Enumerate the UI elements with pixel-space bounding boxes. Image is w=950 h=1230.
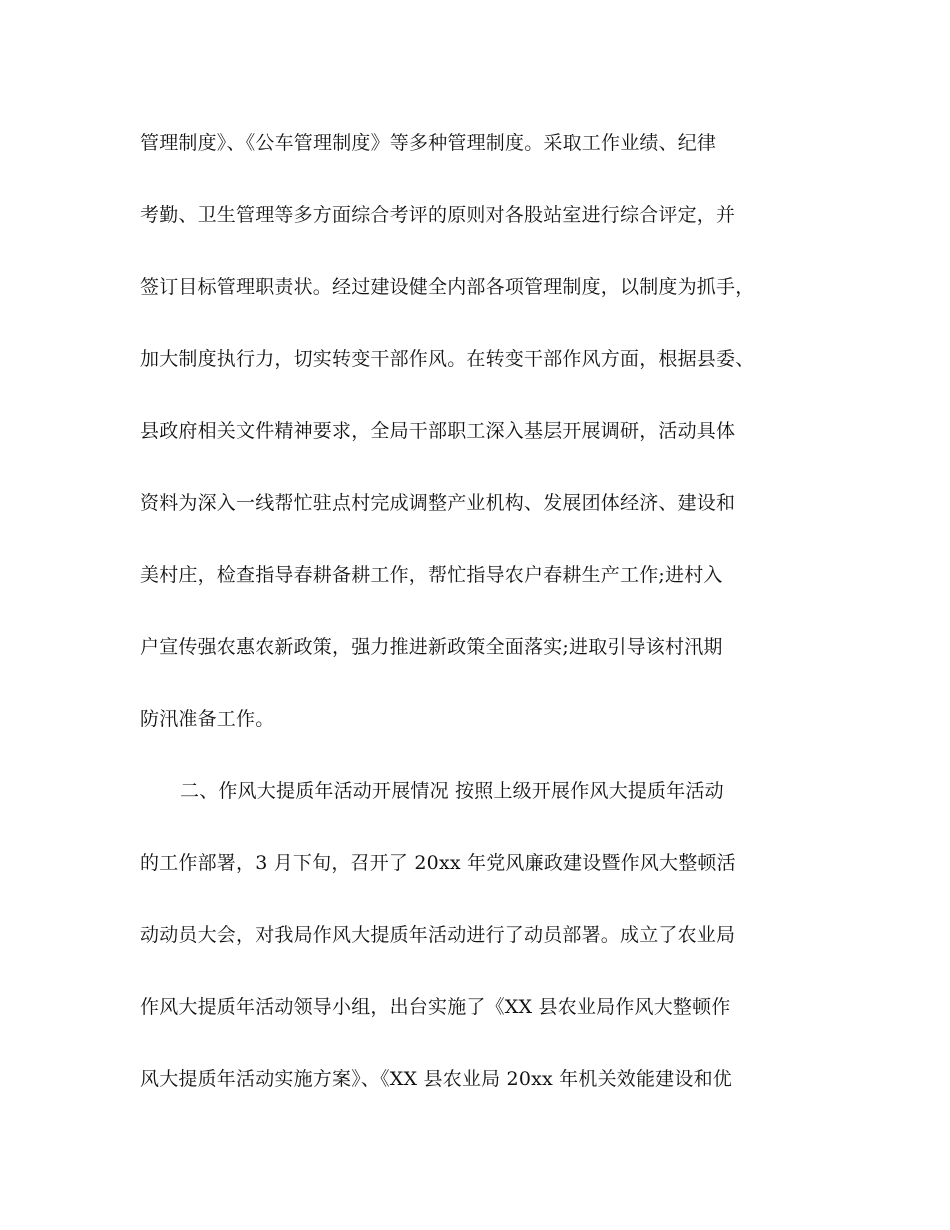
paragraph-line-12: 动动员大会，对我局作风大提质年活动进行了动员部署。成立了农业局 [140, 924, 736, 946]
paragraph-line-4: 加大制度执行力，切实转变干部作风。在转变干部作风方面，根据县委、 [140, 348, 755, 370]
paragraph-line-8: 户宣传强农惠农新政策，强力推进新政策全面落实;进取引导该村汛期 [140, 636, 723, 658]
paragraph-line-13: 作风大提质年活动领导小组，出台实施了《XX 县农业局作风大整顿作 [140, 996, 731, 1018]
paragraph-line-5: 县政府相关文件精神要求，全局干部职工深入基层开展调研，活动具体 [140, 420, 736, 442]
paragraph-line-3: 签订目标管理职责状。经过建设健全内部各项管理制度，以制度为抓手， [140, 276, 755, 298]
paragraph-line-14: 风大提质年活动实施方案》、《XX 县农业局 20xx 年机关效能建设和优 [140, 1068, 732, 1090]
section-heading-line: 二、作风大提质年活动开展情况 按照上级开展作风大提质年活动 [180, 780, 724, 802]
paragraph-line-1: 管理制度》、《公车管理制度》等多种管理制度。采取工作业绩、纪律 [140, 132, 717, 154]
paragraph-line-7: 美村庄，检查指导春耕备耕工作，帮忙指导农户春耕生产工作;进村入 [140, 564, 723, 586]
paragraph-line-6: 资料为深入一线帮忙驻点村完成调整产业机构、发展团体经济、建设和 [140, 492, 736, 514]
paragraph-line-2: 考勤、卫生管理等多方面综合考评的原则对各股站室进行综合评定，并 [140, 204, 736, 226]
paragraph-line-9: 防汛准备工作。 [140, 708, 275, 730]
paragraph-line-11: 的工作部署，3 月下旬，召开了 20xx 年党风廉政建设暨作风大整顿活 [140, 852, 736, 874]
